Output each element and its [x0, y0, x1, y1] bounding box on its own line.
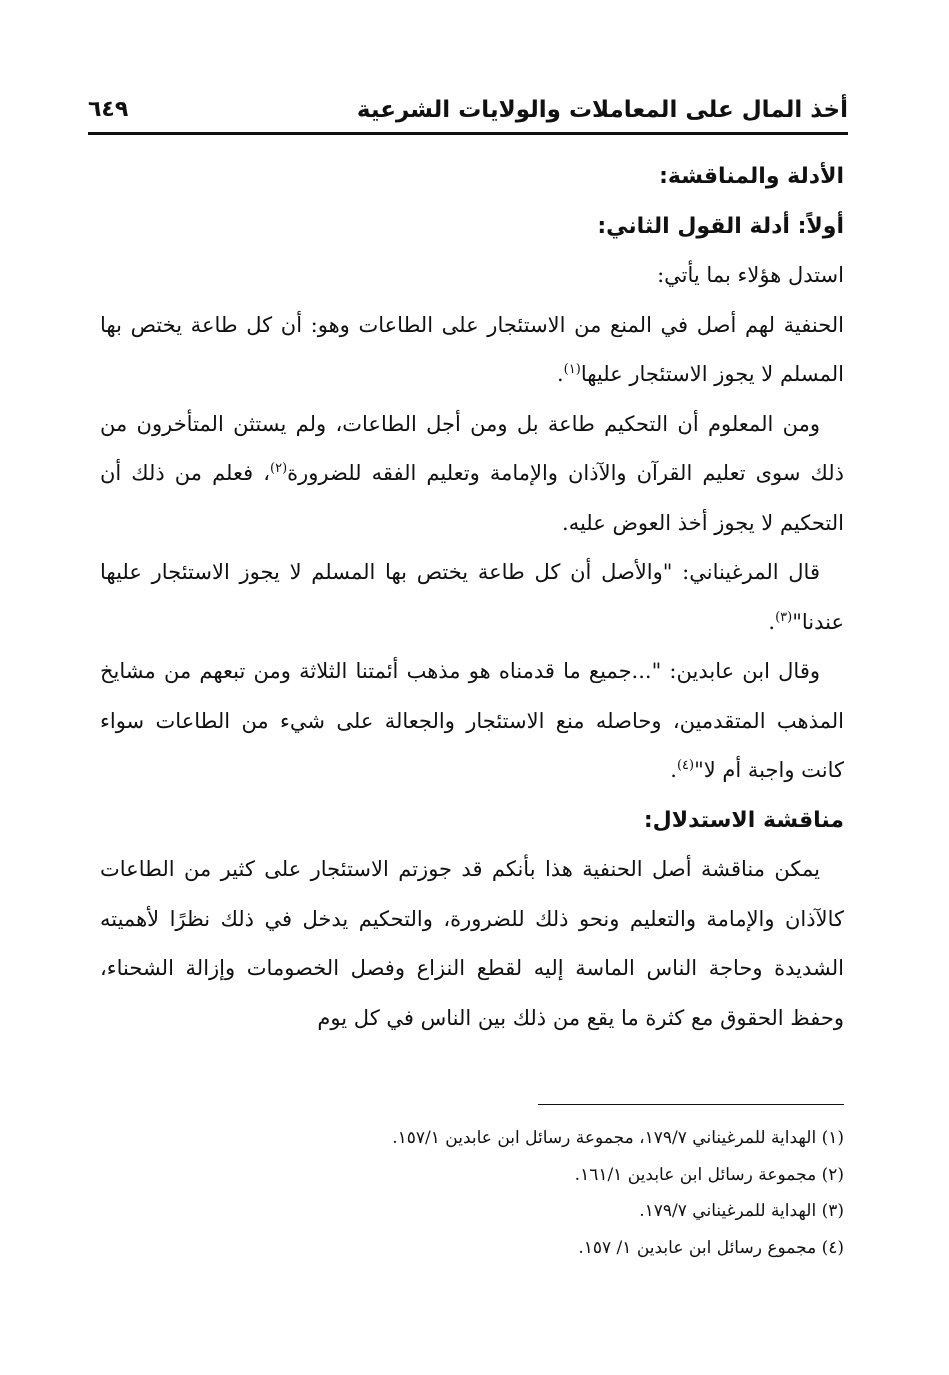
paragraph-2: [100, 400, 844, 549]
footnote-ref-4[interactable]: (٤): [676, 758, 695, 773]
paragraph-1: الحنفية لهم أصل في المنع من الاستئجار على الطاعات وهو: أن كل طاعة يختص بها المسلم لا يجوز الاستئجار عليها$^{(١)}$.: [100, 312, 844, 386]
paragraph-5: يمكن مناقشة أصل الحنفية هذا بأنكم قد جوزتم الاستئجار على كثير من الطاعات كالآذان والإمامة والتعليم ونحو ذلك للضرورة، والتحكيم يدخل في ذلك نظرًا لأهميته الشديدة وحاجة الناس الماسة إليه لقطع النزاع وفصل الخصومات وإزالة الشحناء، وحفظ الحقوق مع كثرة ما يقع من ذلك بين الناس في كل يوم: [100, 857, 844, 1030]
section-heading-evidence: الأدلة والمناقشة:: [659, 164, 844, 189]
section-heading-discussion: مناقشة الاستدلال:: [643, 807, 844, 833]
paragraph-4-text: وقال ابن عابدين: "...جميع ما قدمناه هو مذهب أئمتنا الثلاثة ومن تبعهم من مشايخ المذهب المتقدمين، وحاصله منع الاستئجار والجعالة على شيء من الطاعات سواء كانت واجبة أم لا": [100, 659, 844, 782]
paragraph-2-text-a: ومن المعلوم أن التحكيم طاعة بل ومن أجل الطاعات، ولم يستثن المتأخرون من ذلك سوى تعليم القرآن والآذان والإمامة وتعليم الفقه للضرورة: [100, 411, 844, 485]
footnote-4: (٤) مجموع رسائل ابن عابدين ١/ ١٥٧.: [578, 1237, 844, 1258]
intro-paragraph: استدل هؤلاء بما يأتي:: [657, 263, 844, 287]
running-title: أخذ المال على المعاملات والولايات الشرعية: [356, 97, 848, 123]
paragraph-4: وقال ابن عابدين: "...جميع ما قدمناه هو مذهب أئمتنا الثلاثة ومن تبعهم من مشايخ المذهب المتقدمين، وحاصله منع الاستئجار والجعالة على شيء من الطاعات سواء كانت واجبة أم لا"$^{(٤)}$.: [100, 659, 844, 782]
header-divider: [88, 132, 848, 135]
paragraph-2-text-b: ، فعلم من ذلك أن التحكيم لا يجوز أخذ العوض عليه.: [100, 461, 844, 535]
page-number: ٦٤٩: [88, 97, 129, 122]
footnote-ref-3[interactable]: (٣): [775, 609, 793, 625]
footnote-2: (٢) مجموعة رسائل ابن عابدين ١٦١/١.: [574, 1164, 844, 1185]
paragraph-1-text: الحنفية لهم أصل في المنع من الاستئجار على الطاعات وهو: أن كل طاعة يختص بها المسلم لا يجوز الاستئجار عليها: [100, 312, 844, 386]
footnote-ref-1[interactable]: (١): [563, 362, 581, 377]
subsection-heading-first: أولاً: أدلة القول الثاني:: [597, 213, 844, 239]
footnotes: [200, 1120, 844, 1266]
page-header: [88, 92, 848, 132]
footnote-1: (١) الهداية للمرغيناني ١٧٩/٧، مجموعة رسائل ابن عابدين ١٥٧/١.: [392, 1128, 844, 1148]
main-text: [100, 152, 844, 1043]
footnote-divider: [538, 1104, 844, 1105]
footnote-3: (٣) الهداية للمرغيناني ١٧٩/٧.: [639, 1201, 844, 1221]
footnote-ref-2[interactable]: (٢): [270, 461, 288, 476]
paragraph-3-text: قال المرغيناني: "والأصل أن كل طاعة يختص بها المسلم لا يجوز الاستئجار عليها عندنا": [100, 560, 844, 634]
paragraph-3: قال المرغيناني: "والأصل أن كل طاعة يختص بها المسلم لا يجوز الاستئجار عليها عندنا"$^{(٣)}$.: [100, 560, 844, 634]
